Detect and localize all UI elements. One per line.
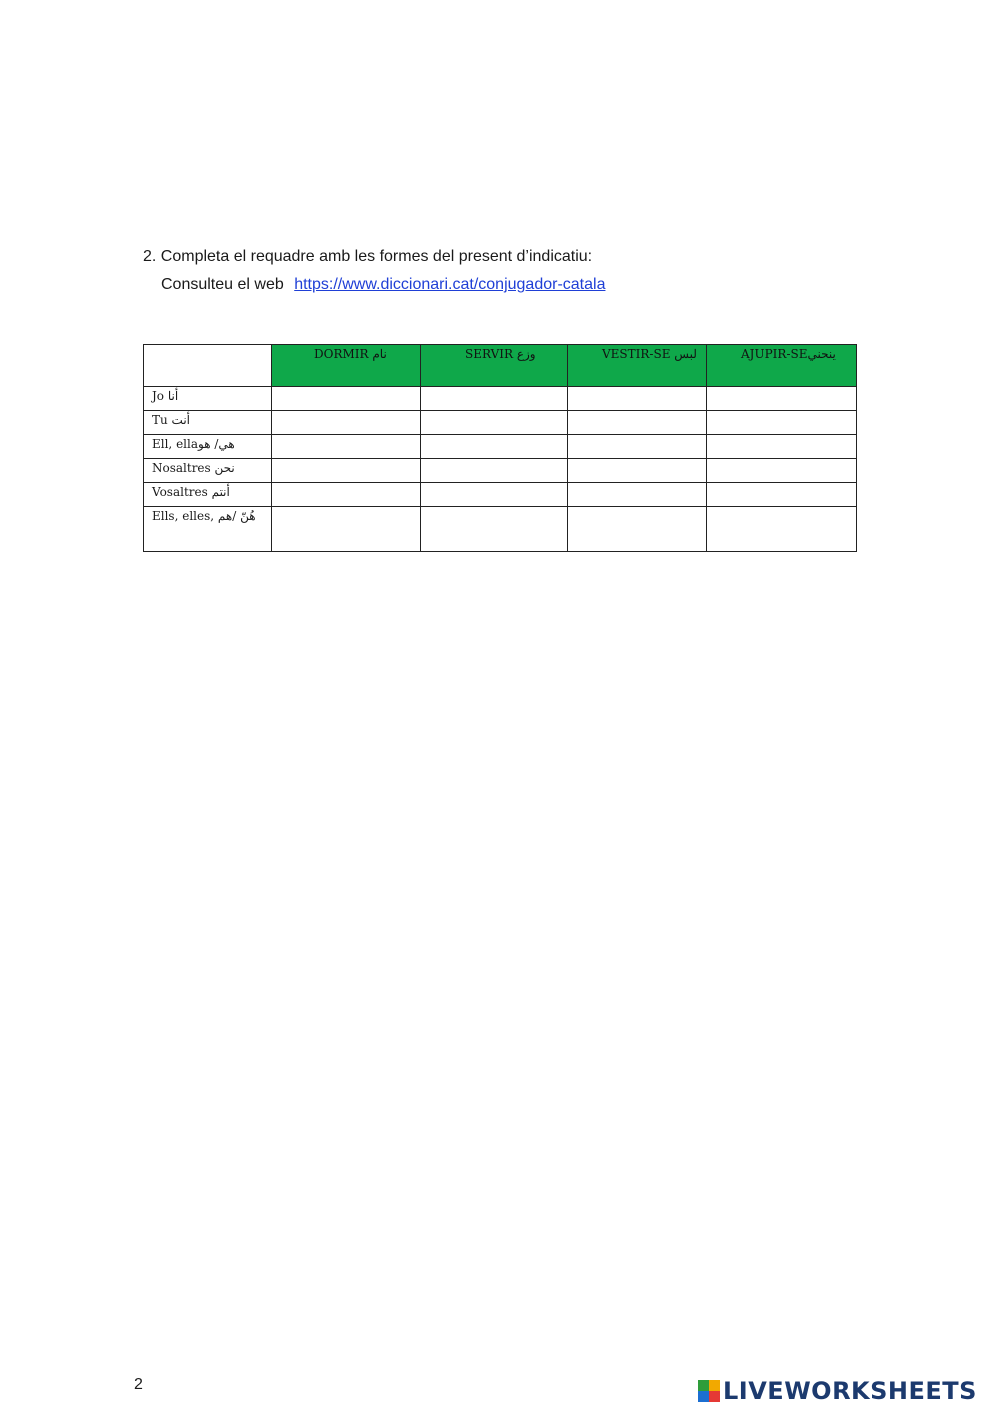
brand-name: LIVEWORKSHEETS <box>723 1377 977 1405</box>
header-corner-cell <box>144 345 272 387</box>
subject-jo: Jo أنا <box>144 387 272 411</box>
subject-ells-elles: Ells, elles, هُنّ /هم <box>144 507 272 552</box>
table-row <box>144 483 857 507</box>
answer-cell[interactable] <box>568 435 707 459</box>
answer-cell[interactable] <box>568 507 707 552</box>
answer-cell[interactable] <box>421 411 568 435</box>
answer-cell[interactable] <box>272 411 421 435</box>
table-row <box>144 507 857 552</box>
answer-cell[interactable] <box>421 483 568 507</box>
instruction-line-1: 2. Completa el requadre amb les formes del present d’indicatiu: <box>143 248 593 265</box>
header-vestir-se: VESTIR-SE لبس <box>568 345 707 387</box>
subject-tu: Tu أنت <box>144 411 272 435</box>
answer-cell[interactable] <box>568 459 707 483</box>
answer-cell[interactable] <box>568 483 707 507</box>
liveworksheets-grid-icon <box>698 1380 720 1402</box>
answer-cell[interactable] <box>272 507 421 552</box>
table-row <box>144 411 857 435</box>
subject-ell-ella: Ell, ellaهي/ هو <box>144 435 272 459</box>
header-servir: SERVIR وزع <box>421 345 568 387</box>
table-row <box>144 435 857 459</box>
answer-cell[interactable] <box>707 459 857 483</box>
page-number: 2 <box>134 1376 143 1393</box>
table-header-row <box>144 345 857 387</box>
answer-cell[interactable] <box>568 387 707 411</box>
answer-cell[interactable] <box>421 459 568 483</box>
answer-cell[interactable] <box>707 411 857 435</box>
answer-cell[interactable] <box>568 411 707 435</box>
subject-vosaltres: Vosaltres أنتم <box>144 483 272 507</box>
conjugator-link[interactable]: https://www.diccionari.cat/conjugador-catala <box>294 276 606 293</box>
answer-cell[interactable] <box>707 507 857 552</box>
instruction-line-2 <box>143 271 605 299</box>
table-row <box>144 459 857 483</box>
consult-web-text: Consulteu el web <box>161 276 284 293</box>
instructions <box>143 243 605 299</box>
header-dormir: DORMIR نام <box>272 345 421 387</box>
answer-cell[interactable] <box>272 459 421 483</box>
header-ajupir-se: AJUPIR-SEينحني <box>707 345 857 387</box>
answer-cell[interactable] <box>272 435 421 459</box>
answer-cell[interactable] <box>272 483 421 507</box>
answer-cell[interactable] <box>272 387 421 411</box>
conjugation-table <box>143 344 857 552</box>
answer-cell[interactable] <box>421 507 568 552</box>
answer-cell[interactable] <box>421 435 568 459</box>
answer-cell[interactable] <box>707 435 857 459</box>
answer-cell[interactable] <box>707 387 857 411</box>
answer-cell[interactable] <box>421 387 568 411</box>
liveworksheets-logo <box>698 1377 977 1405</box>
subject-nosaltres: Nosaltres نحن <box>144 459 272 483</box>
answer-cell[interactable] <box>707 483 857 507</box>
table-row <box>144 387 857 411</box>
